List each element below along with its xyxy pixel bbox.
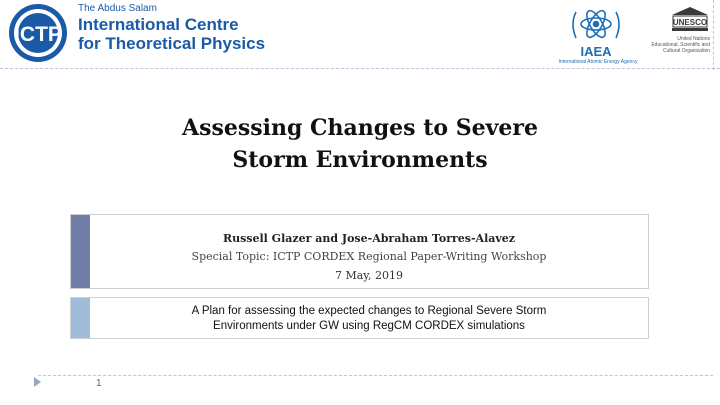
nav-arrow-icon [34, 377, 41, 387]
unesco-line-2: Educational, Scientific and [651, 42, 710, 48]
header-divider [0, 68, 720, 69]
workshop-subtitle: Special Topic: ICTP CORDEX Regional Paper-Writing Workshop [191, 250, 547, 263]
plan-line-2: Environments under GW using RegCM CORDEX simulations [213, 320, 525, 332]
footer-divider [38, 375, 713, 376]
plan-text [90, 304, 648, 334]
presentation-date: 7 May, 2019 [334, 269, 404, 282]
plan-line-1: A Plan for assessing the expected changes to Regional Severe Storm [191, 305, 547, 317]
ictp-wordmark [78, 3, 265, 53]
header-vertical-divider [713, 0, 714, 70]
page-number: 1 [96, 378, 102, 389]
slide-title-line-2: Storm Environments [232, 147, 488, 173]
plan-box-accent-bar [71, 298, 90, 338]
slide-header [0, 0, 720, 70]
plan-box [70, 297, 649, 339]
unesco-caption [640, 36, 710, 54]
ictp-line-2: International Centre [78, 15, 239, 34]
author-box-accent-bar [71, 215, 90, 288]
ictp-line-3: for Theoretical Physics [78, 34, 266, 53]
unesco-line-3: Cultural Organization [663, 48, 710, 54]
ictp-logo-text: ICTP [14, 23, 62, 46]
slide-title-line-1: Assessing Changes to Severe [182, 115, 538, 141]
unesco-line-1: United Nations [677, 36, 710, 42]
unesco-mark-text: UNESCO [672, 18, 708, 27]
author-info-box [70, 214, 649, 289]
iaea-full-name: International Atomic Energy Agency [558, 59, 638, 65]
ictp-line-1: The Abdus Salam [78, 3, 157, 14]
authors: Russell Glazer and Jose-Abraham Torres-Alavez [222, 232, 516, 245]
iaea-name: IAEA [580, 44, 612, 59]
unesco-logo [670, 6, 710, 36]
slide-title [0, 112, 720, 176]
